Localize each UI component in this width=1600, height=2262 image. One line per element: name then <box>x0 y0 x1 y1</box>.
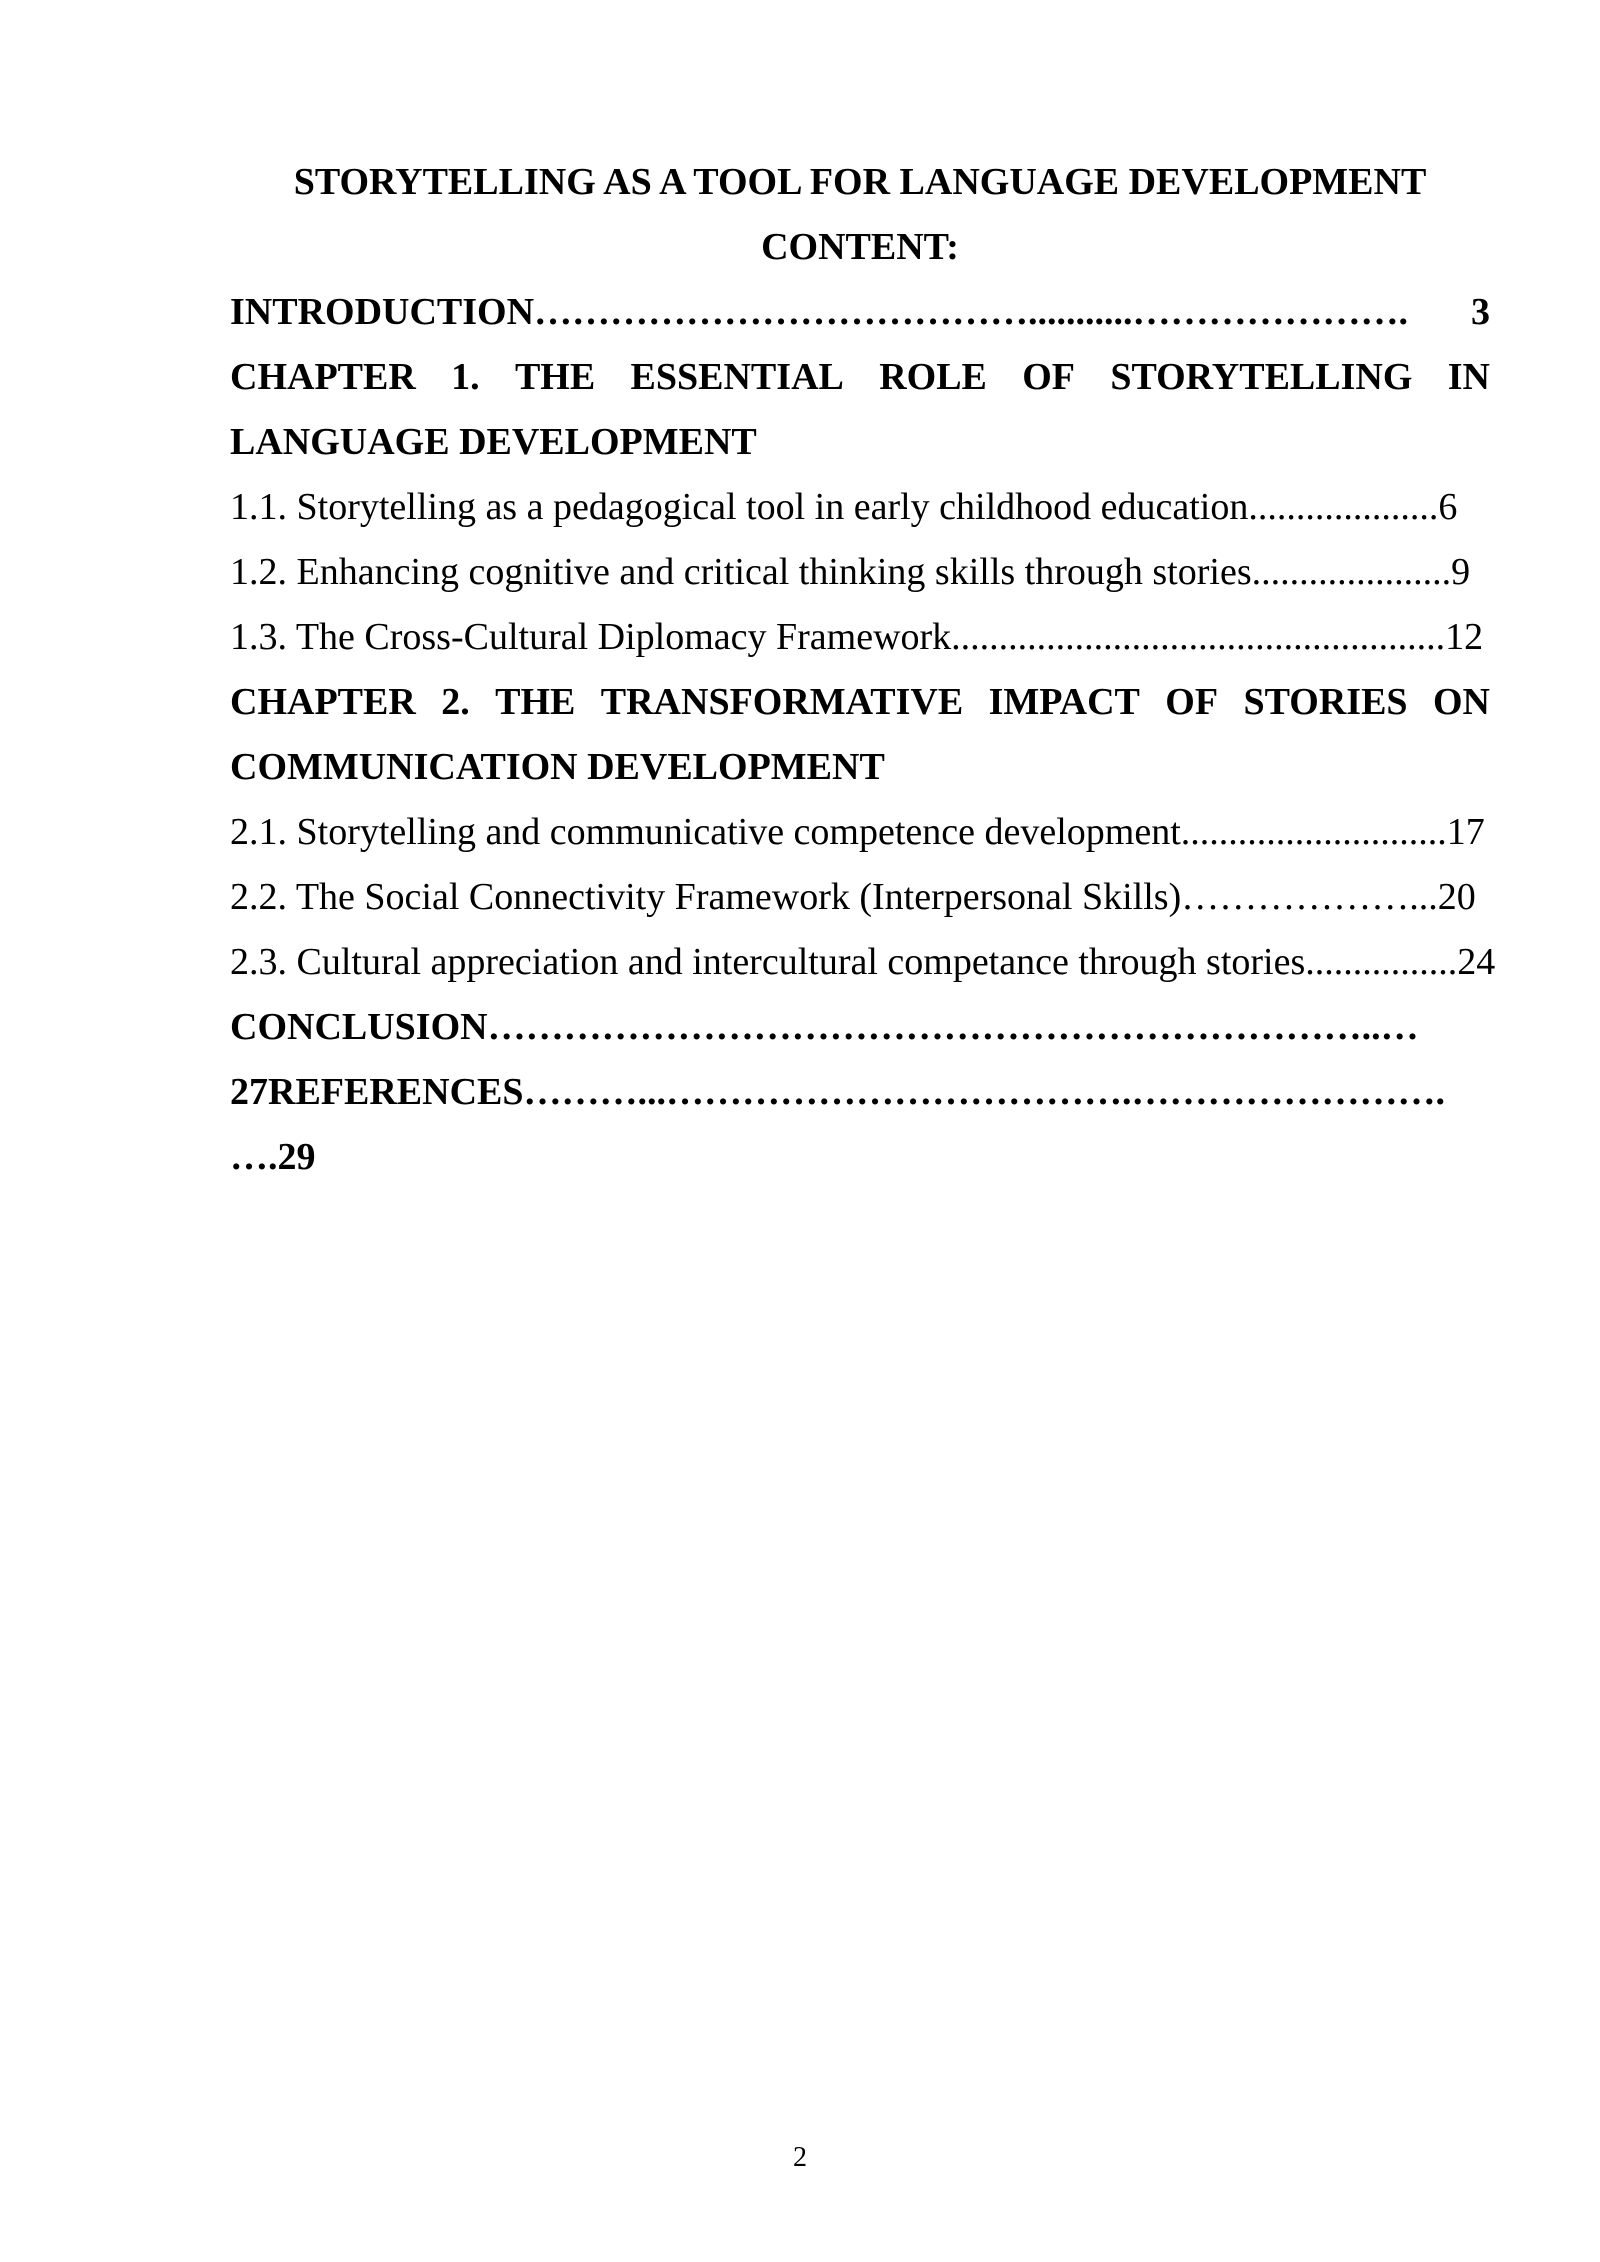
chapter-word: TRANSFORMATIVE <box>600 681 964 723</box>
toc-section-2-3[interactable]: 2.3. Cultural appreciation and intercultural competance through stories................24 <box>230 941 1496 983</box>
chapter-word: STORYTELLING <box>1110 356 1413 398</box>
chapter-word: ROLE <box>879 356 987 398</box>
toc-section-2-2[interactable]: 2.2. The Social Connectivity Framework (Interpersonal Skills)………………...20 <box>230 876 1476 918</box>
chapter-word: 1. <box>451 356 480 398</box>
chapter-word: THE <box>514 356 596 398</box>
toc-section-1-2[interactable]: 1.2. Enhancing cognitive and critical thinking skills through stories.....................9 <box>230 551 1471 593</box>
toc-chapter-2-heading[interactable] <box>230 670 1490 735</box>
toc-chapter-1-heading-continued: LANGUAGE DEVELOPMENT <box>230 421 757 463</box>
toc-chapter-1-heading[interactable] <box>230 345 1490 410</box>
toc-section-2-1[interactable]: 2.1. Storytelling and communicative competence development............................17 <box>230 811 1485 853</box>
page-number: 2 <box>793 2142 807 2173</box>
chapter-word: ESSENTIAL <box>630 356 844 398</box>
toc-section-1-3[interactable]: 1.3. The Cross-Cultural Diplomacy Framework....................................................12 <box>230 616 1484 658</box>
chapter-word: 2. <box>441 681 470 723</box>
chapter-word: STORIES <box>1243 681 1408 723</box>
chapter-word: OF <box>1022 356 1075 398</box>
document-title: STORYTELLING AS A TOOL FOR LANGUAGE DEVELOPMENT <box>293 161 1427 203</box>
toc-entry-references[interactable]: 27REFERENCES………...……………………………….……………………. <box>230 1071 1445 1113</box>
chapter-word: CHAPTER <box>230 356 416 398</box>
chapter-word: CHAPTER <box>230 681 416 723</box>
toc-entry-introduction[interactable] <box>230 280 1490 345</box>
toc-chapter-2-heading-continued: COMMUNICATION DEVELOPMENT <box>230 746 885 788</box>
chapter-word: ON <box>1432 681 1490 723</box>
chapter-word: THE <box>495 681 576 723</box>
toc-entry-page: 3 <box>1471 291 1490 333</box>
toc-entry-conclusion[interactable]: CONCLUSION……………………………………………………………..… <box>230 1006 1419 1048</box>
chapter-word: OF <box>1165 681 1219 723</box>
chapter-word: IN <box>1447 356 1490 398</box>
table-of-contents-page <box>230 150 1496 1190</box>
chapter-word: IMPACT <box>988 681 1140 723</box>
toc-entry-label: INTRODUCTION…………………………………...........…………………. <box>230 291 1409 333</box>
toc-entry-references-page: ….29 <box>230 1136 316 1178</box>
content-heading: CONTENT: <box>761 226 959 268</box>
toc-section-1-1[interactable]: 1.1. Storytelling as a pedagogical tool in early childhood education....................6 <box>230 486 1458 528</box>
